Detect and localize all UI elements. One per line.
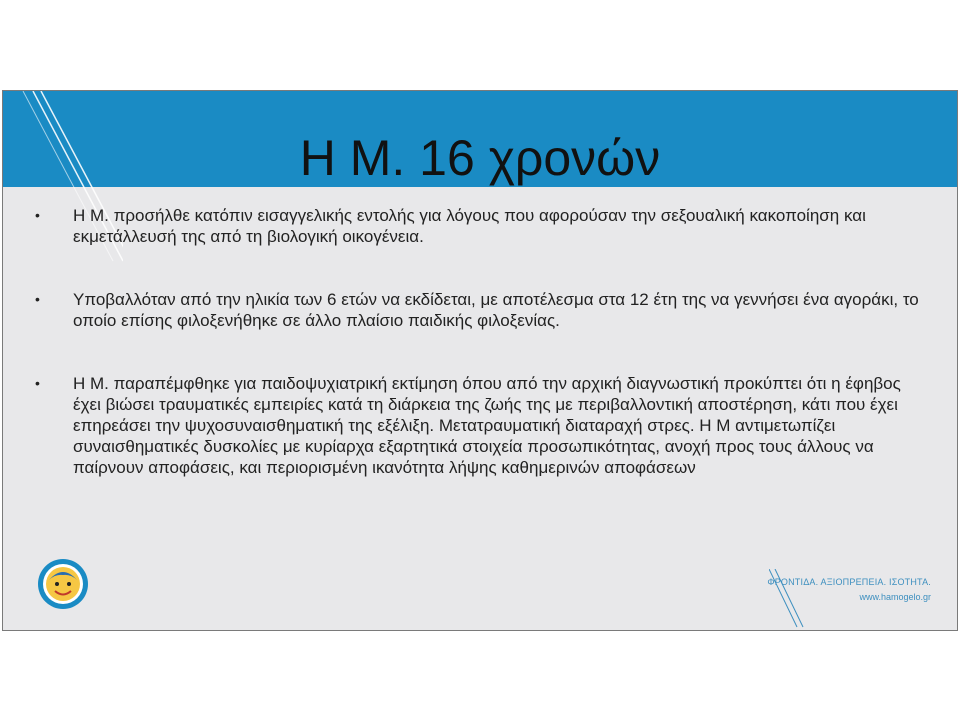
- bullet-text: Υποβαλλόταν από την ηλικία των 6 ετών να εκδίδεται, με αποτέλεσμα στα 12 έτη της να γεννήσει ένα αγοράκι, το οποίο επίσης φιλοξενήθηκε σε άλλο πλαίσιο παιδικής φιλοξενίας.: [73, 290, 919, 330]
- footer: [767, 577, 931, 602]
- bullet-text: Η Μ. παραπέμφθηκε για παιδοψυχιατρική εκτίμηση όπου από την αρχική διαγνωστική προκύπτει ότι η έφηβος έχει βιώσει τραυματικές εμπειρίες κατά τη διάρκεια της ζωής της με περιβαλλοντική αποστέρηση, κάτι που έχει επηρεάσει την ψυχοσυναισθηματική της εξέλιξη. Μετατραυματική διαταραχή στρες. Η Μ αντιμετωπίζει συναισθηματικές δυσκολίες με κυρίαρχα εξαρτητικά στοιχεία προσωπικότητας, ανοχή προς τους άλλους να παίρνουν αποφάσεις, και περιορισμένη ικανότητα λήψης καθημερινών αποφάσεων: [73, 374, 901, 477]
- bullet-symbol: •: [35, 207, 40, 223]
- slide: [2, 90, 958, 631]
- bullet-item: [33, 373, 933, 478]
- smile-of-the-child-logo-icon: [37, 558, 89, 610]
- bullet-item: [33, 205, 933, 247]
- bullet-symbol: •: [35, 375, 40, 391]
- bullet-text: Η Μ. προσήλθε κατόπιν εισαγγελικής εντολής για λόγους που αφορούσαν την σεξουαλική κακοποίηση και εκμετάλλευσή της από τη βιολογική οικογένεια.: [73, 206, 866, 246]
- footer-tagline: ΦΡΟΝΤΙΔΑ. ΑΞΙΟΠΡΕΠΕΙΑ. ΙΣΟΤΗΤΑ.: [767, 577, 931, 587]
- bullet-symbol: •: [35, 291, 40, 307]
- slide-title: Η Μ. 16 χρονών: [299, 130, 661, 186]
- bullet-list: [33, 205, 933, 520]
- bullet-item: [33, 289, 933, 331]
- footer-website: www.hamogelo.gr: [859, 592, 931, 602]
